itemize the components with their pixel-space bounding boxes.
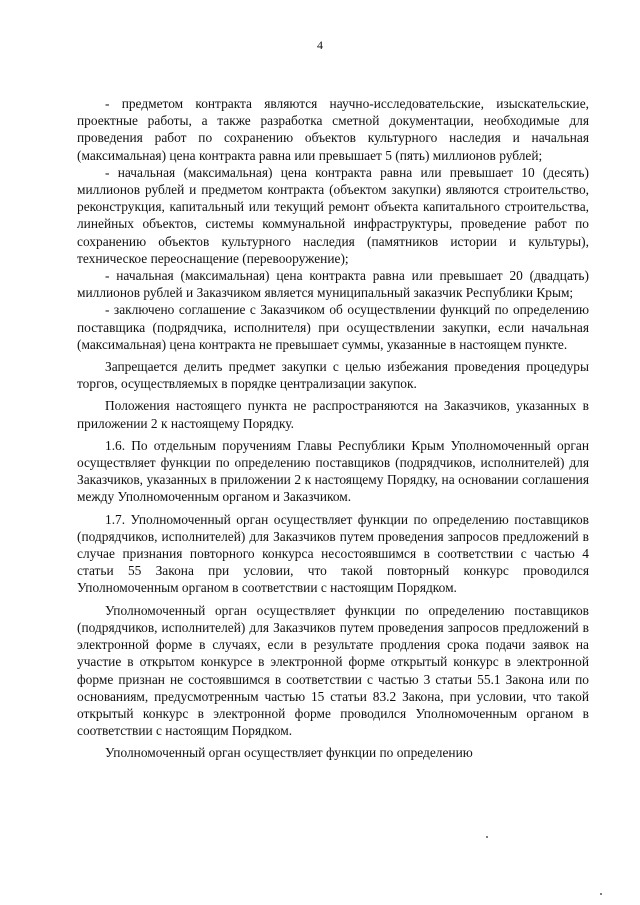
document-body — [77, 95, 589, 762]
paragraph-section-1-6: 1.6. По отдельным поручениям Главы Республики Крым Уполномоченный орган осуществляет функции по определению поставщиков (подрядчиков, исполнителей) для Заказчиков, указанных в приложении 2 к настоящему Порядку, на основании соглашения между Уполномоченным органом и Заказчиком. — [77, 437, 589, 505]
paragraph-electronic-requests: Уполномоченный орган осуществляет функции по определению поставщиков (подрядчиков, исполнителей) для Заказчиков путем проведения запросов предложений в электронной форме в случаях, если в результате продления срока подачи заявок на участие в открытом конкурсе в электронной форме открытый конкурс в электронной форме признан не состоявшимся в соответствии с частью 3 статьи 55.1 Закона или по основаниям, предусмотренным частью 15 статьи 83.2 Закона, при условии, что такой открытый конкурс в электронной форме проводился Уполномоченным органом в соответствии с настоящим Порядком. — [77, 602, 589, 739]
paragraph-bullet-research-works: - предметом контракта являются научно-исследовательские, изыскательские, проектные работы, а также разработка сметной документации, необходимые для проведения работ по сохранению объектов культурного наследия и начальная (максимальная) цена контракта равна или превышает 5 (пять) миллионов рублей; — [77, 96, 589, 163]
scan-artifact-dot — [600, 893, 602, 895]
paragraph-prohibition: Запрещается делить предмет закупки с целью избежания проведения процедуры торгов, осуществляемых в порядке централизации закупок. — [77, 359, 589, 392]
paragraph-continuation: Уполномоченный орган осуществляет функции по определению — [105, 745, 473, 761]
paragraph-exception: Положения настоящего пункта не распространяются на Заказчиков, указанных в приложении 2 к настоящему Порядку. — [77, 398, 589, 431]
paragraph-bullet-municipal-customer: - начальная (максимальная) цена контракта равна или превышает 20 (двадцать) миллионов рублей и Заказчиком является муниципальный заказчик Республики Крым; — [77, 268, 589, 301]
scan-artifact-dot — [486, 836, 488, 838]
paragraph-bullet-agreement: - заключено соглашение с Заказчиком об осуществлении функций по определению поставщика (подрядчика, исполнителя) при осуществлении закупки, если начальная (максимальная) цена контракта не превышает суммы, указанные в настоящем пункте. — [77, 302, 589, 352]
paragraph-section-1-7: 1.7. Уполномоченный орган осуществляет функции по определению поставщиков (подрядчиков, исполнителей) для Заказчиков путем проведения запросов предложений в случае признания повторного конкурса несостоявшимся в соответствии с частью 4 статьи 55 Закона при условии, что такой повторный конкурс проводился Уполномоченным органом в соответствии с настоящим Порядком. — [77, 511, 589, 596]
paragraph-bullet-construction: - начальная (максимальная) цена контракта равна или превышает 10 (десять) миллионов рублей и предметом контракта (объектом закупки) являются строительство, реконструкция, капитальный или текущий ремонт объекта капитального строительства, линейных объектов, системы коммунальной инфраструктуры, проведение работ по сохранению объектов культурного наследия (памятников истории и культуры), техническое переоснащение (перевооружение); — [77, 164, 589, 266]
page-number: 4 — [317, 38, 323, 52]
